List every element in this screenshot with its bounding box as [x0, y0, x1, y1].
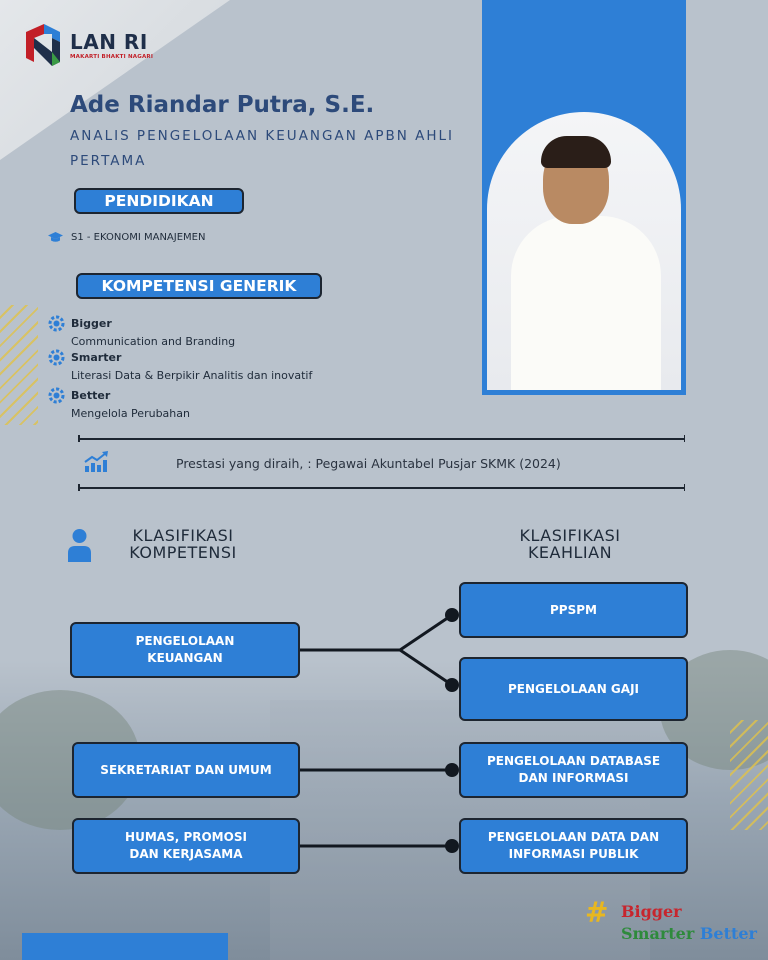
logo-subtitle: MAKARTI BHAKTI NAGARI — [70, 54, 154, 60]
keahlian-box-gaji: PENGELOLAAN GAJI — [459, 657, 688, 721]
pendidikan-text: S1 - EKONOMI MANAJEMEN — [71, 232, 206, 243]
footer-bar — [22, 933, 228, 960]
kompetensi-title: Bigger — [71, 317, 112, 330]
keahlian-box-ppspm: PPSPM — [459, 582, 688, 638]
gear-icon — [48, 349, 65, 366]
kompetensi-title: Smarter — [71, 351, 122, 364]
kompetensi-item — [48, 315, 235, 348]
kompetensi-title: Better — [71, 389, 111, 402]
photo-person-hair — [541, 136, 611, 168]
tagline-hash: # — [585, 896, 609, 929]
keahlian-box-database: PENGELOLAAN DATABASE DAN INFORMASI — [459, 742, 688, 798]
keahlian-box-informasi-publik: PENGELOLAAN DATA DAN INFORMASI PUBLIK — [459, 818, 688, 874]
kompetensi-desc: Mengelola Perubahan — [71, 407, 190, 420]
photo-person-shirt — [511, 216, 661, 390]
lan-logo-icon — [22, 22, 64, 68]
divider-top — [78, 438, 685, 440]
user-icon — [67, 528, 92, 562]
kompetensi-item — [48, 349, 312, 382]
kompetensi-desc: Literasi Data & Berpikir Analitis dan inovatif — [71, 369, 313, 382]
pendidikan-item — [48, 232, 205, 243]
divider-bottom — [78, 487, 685, 489]
kompetensi-box-sekretariat: SEKRETARIAT DAN UMUM — [72, 742, 300, 798]
decor-stripes — [0, 305, 38, 425]
pendidikan-heading: PENDIDIKAN — [74, 188, 244, 214]
gear-icon — [48, 315, 65, 332]
growth-chart-icon — [84, 451, 110, 473]
decor-stripes — [730, 720, 768, 830]
profile-name: Ade Riandar Putra, S.E. — [70, 92, 375, 118]
kompetensi-generik-heading: KOMPETENSI GENERIK — [76, 273, 322, 299]
klasifikasi-keahlian-heading: KLASIFIKASI KEAHLIAN — [519, 526, 621, 562]
kompetensi-box-humas: HUMAS, PROMOSI DAN KERJASAMA — [72, 818, 300, 874]
kompetensi-item — [48, 387, 190, 420]
gear-icon — [48, 387, 65, 404]
graduation-cap-icon — [48, 232, 63, 243]
profile-job-title: ANALIS PENGELOLAAN KEUANGAN APBN AHLI PERTAMA — [70, 128, 455, 169]
logo — [22, 22, 153, 68]
profile-photo — [487, 112, 681, 390]
logo-title: LAN RI — [70, 30, 148, 54]
tagline-bigger: Bigger — [621, 902, 682, 921]
kompetensi-box-keuangan: PENGELOLAAN KEUANGAN — [70, 622, 300, 678]
prestasi-text: Prestasi yang diraih, : Pegawai Akuntabel Pusjar SKMK (2024) — [176, 456, 561, 471]
tagline-smarter-better: Smarter Better — [621, 924, 757, 943]
klasifikasi-kompetensi-heading: KLASIFIKASI KOMPETENSI — [129, 526, 237, 562]
kompetensi-desc: Communication and Branding — [71, 335, 236, 348]
